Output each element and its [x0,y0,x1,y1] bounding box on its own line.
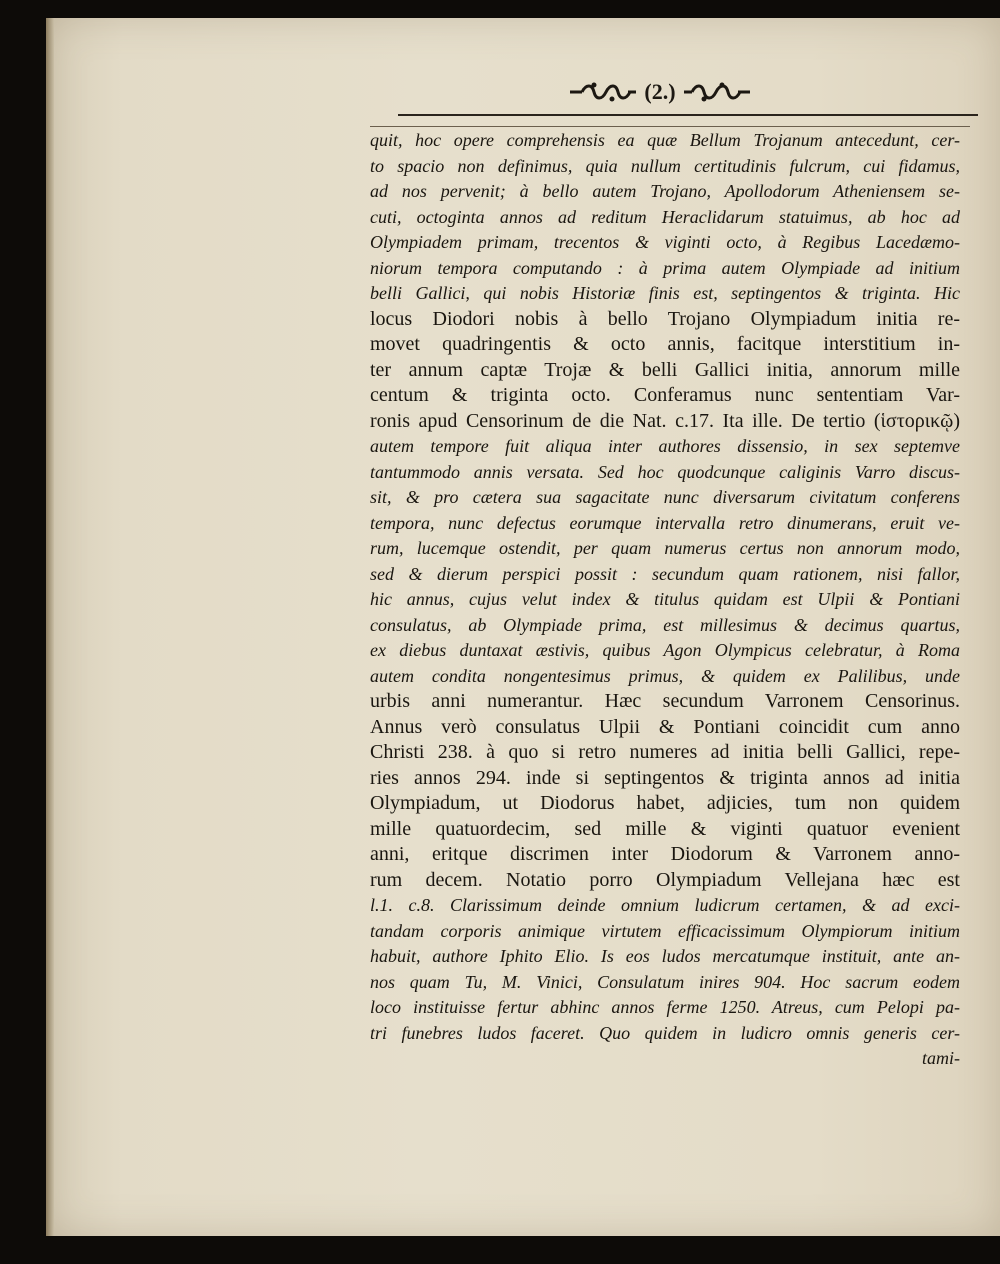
text-line: ex diebus duntaxat æstivis, quibus Agon Olympicus celebratur, à Roma [370,640,960,660]
text-line: autem condita nongentesimus primus, & quidem ex Palilibus, unde [370,665,960,686]
text-line: l.1. c.8. Clarissimum deinde omnium ludicrum certamen, & ad exci- [370,895,960,915]
text-line: ter annum captæ Trojæ & belli Gallici initia, annorum mille [370,358,960,381]
text-line: sed & dierum perspici possit : secundum quam rationem, nisi fallor, [370,563,960,584]
header-rule-thin [370,126,970,127]
text-line: to spacio non definimus, quia nullum certitudinis fulcrum, cui fidamus, [370,155,960,176]
text-line: ronis apud Censorinum de die Nat. c.17. Ita ille. De tertio (ἱστορικῷ) [370,409,960,432]
text-line: Christi 238. à quo si retro numeres ad initia belli Gallici, repe- [370,741,960,763]
page-number: (2.) [644,79,676,104]
text-line: autem tempore fuit aliqua inter authores dissensio, in sex septemve [370,436,960,456]
text-line: mille quatuordecim, sed mille & viginti quatuor evenient [370,817,960,840]
text-line: loco instituisse fertur abhinc annos ferme 1250. Atreus, cum Pelopi pa- [370,997,960,1017]
text-line: Olympiadum, ut Diodorus habet, adjicies, tum non quidem [370,792,960,814]
text-line: ries annos 294. inde si septingentos & triginta annos ad initia [370,766,960,789]
text-line: quit, hoc opere comprehensis ea quæ Bellum Trojanum antecedunt, cer- [370,130,960,150]
text-line: centum & triginta octo. Conferamus nunc sententiam Var- [370,384,960,406]
text-line: habuit, authore Iphito Elio. Is eos ludos mercatumque instituit, ante an- [370,946,960,966]
text-line: Olympiadem primam, trecentos & viginti octo, à Regibus Lacedæmo- [370,232,960,252]
right-ornament-icon [682,79,752,105]
text-line: movet quadringentis & octo annis, facitque interstitium in- [370,333,960,355]
text-line: urbis anni numerantur. Hæc secundum Varronem Censorinus. [370,690,960,712]
page-header [540,72,780,112]
text-line: sit, & pro cætera sua sagacitate nunc diversarum civitatum conferens [370,487,960,507]
text-line: tri funebres ludos faceret. Quo quidem in ludicro omnis generis cer- [370,1022,960,1043]
text-line: tandam corporis animique virtutem efficacissimum Olympiorum initium [370,920,960,941]
text-line: tami- [922,1048,960,1068]
body-text [370,128,960,1072]
text-line: niorum tempora computando : à prima autem Olympiade ad initium [370,257,960,278]
text-line: ad nos pervenit; à bello autem Trojano, Apollodorum Atheniensem se- [370,181,960,201]
text-line: hic annus, cujus velut index & titulus quidam est Ulpii & Pontiani [370,589,960,609]
text-line: anni, eritque discrimen inter Diodorum & Varronem anno- [370,843,960,865]
text-line: belli Gallici, qui nobis Historiæ finis est, septingentos & triginta. Hic [370,283,960,303]
text-line: rum decem. Notatio porro Olympiadum Vellejana hæc est [370,868,960,891]
page-edge-shadow [46,18,54,1236]
text-line: tempora, nunc defectus eorumque intervalla retro dinumerans, eruit ve- [370,512,960,533]
text-line: Annus verò consulatus Ulpii & Pontiani coincidit cum anno [370,715,960,738]
text-line: rum, lucemque ostendit, per quam numerus certus non annorum modo, [370,538,960,558]
text-line: consulatus, ab Olympiade prima, est millesimus & decimus quartus, [370,614,960,635]
left-ornament-icon [568,79,638,105]
header-rule [398,114,978,116]
text-line: locus Diodori nobis à bello Trojano Olympiadum initia re- [370,307,960,330]
text-line: nos quam Tu, M. Vinici, Consulatum inires 904. Hoc sacrum eodem [370,971,960,992]
text-line: cuti, octoginta annos ad reditum Heraclidarum statuimus, ab hoc ad [370,206,960,227]
text-line: tantummodo annis versata. Sed hoc quodcunque caliginis Varro discus- [370,461,960,482]
